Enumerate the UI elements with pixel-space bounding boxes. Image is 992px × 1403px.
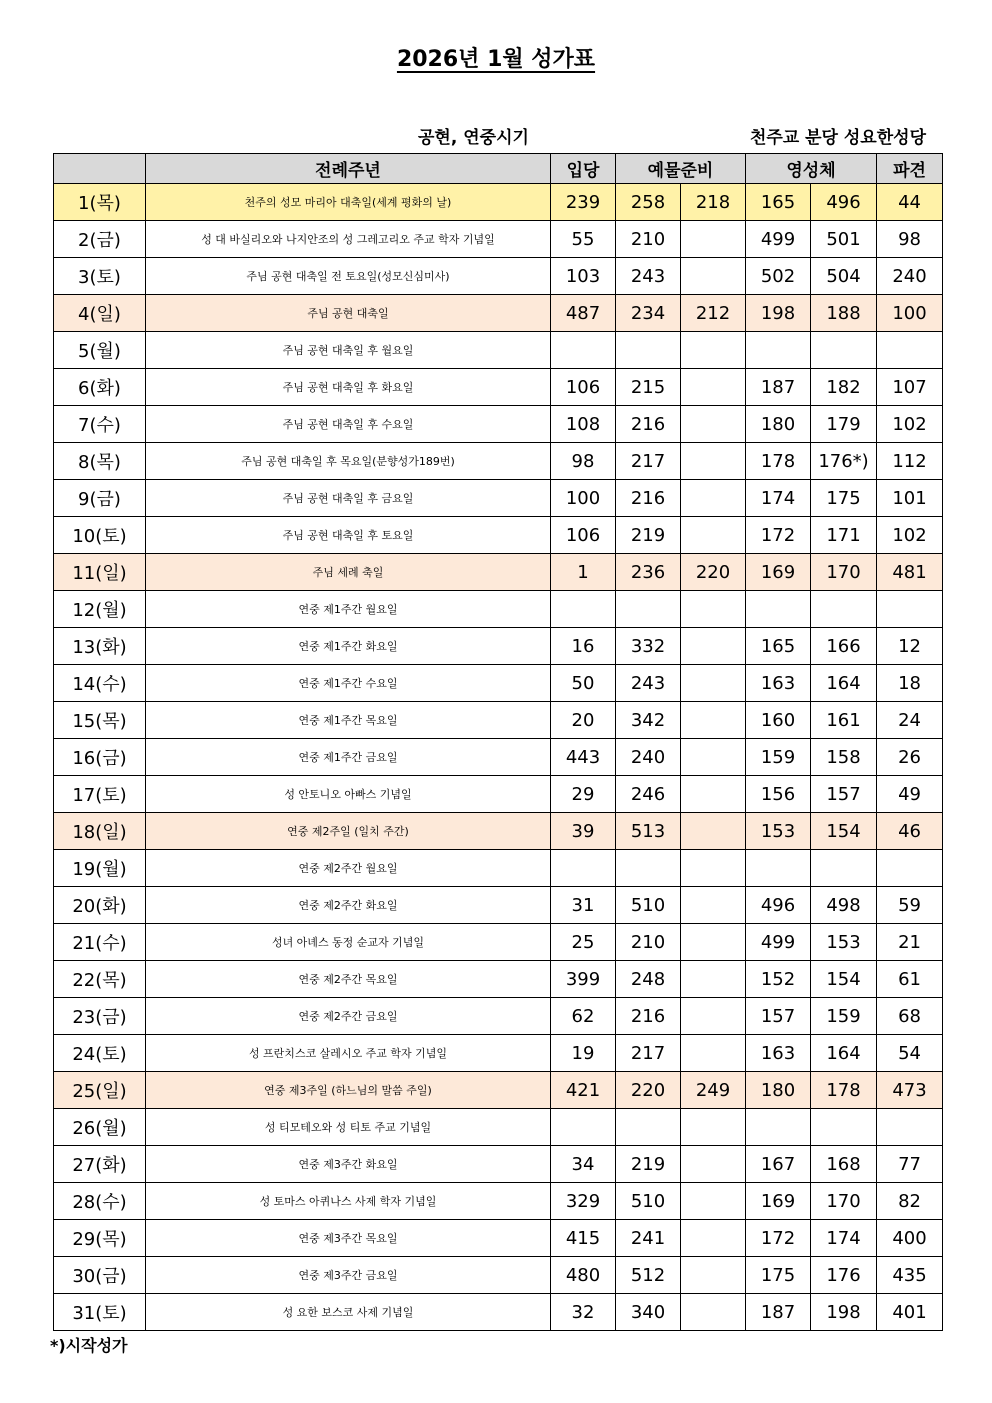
table-row (54, 480, 943, 517)
offertory-hymn-2-cell (681, 776, 746, 813)
communion-hymn-2-cell (811, 332, 877, 369)
communion-hymn-1-cell: 187 (746, 1294, 811, 1331)
offertory-hymn-1-cell: 220 (616, 1072, 681, 1109)
communion-hymn-2-cell: 159 (811, 998, 877, 1035)
communion-hymn-1-cell (746, 591, 811, 628)
communion-hymn-1-cell (746, 332, 811, 369)
feast-cell: 연중 제3주간 금요일 (146, 1257, 551, 1294)
date-cell: 25(일) (54, 1072, 146, 1109)
dismissal-hymn-cell: 12 (877, 628, 943, 665)
communion-hymn-1-cell: 174 (746, 480, 811, 517)
communion-hymn-2-cell: 164 (811, 665, 877, 702)
feast-cell: 주님 공현 대축일 후 수요일 (146, 406, 551, 443)
table-row (54, 739, 943, 776)
dismissal-hymn-cell (877, 591, 943, 628)
date-cell: 29(목) (54, 1220, 146, 1257)
dismissal-hymn-cell: 61 (877, 961, 943, 998)
communion-hymn-1-cell: 152 (746, 961, 811, 998)
entrance-hymn-cell: 29 (551, 776, 616, 813)
dismissal-hymn-cell (877, 1109, 943, 1146)
table-row (54, 1220, 943, 1257)
date-cell: 31(토) (54, 1294, 146, 1331)
date-cell: 24(토) (54, 1035, 146, 1072)
entrance-hymn-cell: 487 (551, 295, 616, 332)
table-row (54, 1294, 943, 1331)
table-row (54, 702, 943, 739)
date-cell: 13(화) (54, 628, 146, 665)
date-cell: 21(수) (54, 924, 146, 961)
date-cell: 9(금) (54, 480, 146, 517)
date-cell: 6(화) (54, 369, 146, 406)
offertory-hymn-2-cell (681, 739, 746, 776)
communion-hymn-1-cell: 156 (746, 776, 811, 813)
table-row (54, 887, 943, 924)
date-cell: 17(토) (54, 776, 146, 813)
feast-cell: 연중 제2주간 목요일 (146, 961, 551, 998)
feast-cell: 주님 공현 대축일 전 토요일(성모신심미사) (146, 258, 551, 295)
feast-cell: 성 프란치스코 살레시오 주교 학자 기념일 (146, 1035, 551, 1072)
offertory-hymn-1-cell: 219 (616, 1146, 681, 1183)
communion-hymn-2-cell: 170 (811, 554, 877, 591)
offertory-hymn-1-cell: 258 (616, 184, 681, 221)
offertory-hymn-2-cell (681, 1220, 746, 1257)
communion-hymn-1-cell: 198 (746, 295, 811, 332)
header-offertory: 예물준비 (616, 154, 746, 184)
dismissal-hymn-cell: 400 (877, 1220, 943, 1257)
dismissal-hymn-cell: 102 (877, 517, 943, 554)
date-cell: 20(화) (54, 887, 146, 924)
offertory-hymn-1-cell: 340 (616, 1294, 681, 1331)
communion-hymn-1-cell: 165 (746, 184, 811, 221)
date-cell: 14(수) (54, 665, 146, 702)
feast-cell: 연중 제3주일 (하느님의 말씀 주일) (146, 1072, 551, 1109)
offertory-hymn-2-cell (681, 443, 746, 480)
offertory-hymn-1-cell: 217 (616, 1035, 681, 1072)
communion-hymn-2-cell: 504 (811, 258, 877, 295)
communion-hymn-2-cell (811, 1109, 877, 1146)
date-cell: 7(수) (54, 406, 146, 443)
dismissal-hymn-cell: 18 (877, 665, 943, 702)
offertory-hymn-1-cell: 241 (616, 1220, 681, 1257)
dismissal-hymn-cell: 26 (877, 739, 943, 776)
communion-hymn-2-cell (811, 850, 877, 887)
entrance-hymn-cell: 103 (551, 258, 616, 295)
date-cell: 12(월) (54, 591, 146, 628)
date-cell: 23(금) (54, 998, 146, 1035)
header-dismissal: 파견 (877, 154, 943, 184)
feast-cell: 주님 공현 대축일 후 금요일 (146, 480, 551, 517)
communion-hymn-2-cell: 158 (811, 739, 877, 776)
offertory-hymn-1-cell (616, 850, 681, 887)
entrance-hymn-cell: 39 (551, 813, 616, 850)
date-cell: 30(금) (54, 1257, 146, 1294)
date-cell: 26(월) (54, 1109, 146, 1146)
table-row (54, 1109, 943, 1146)
offertory-hymn-2-cell (681, 1146, 746, 1183)
communion-hymn-2-cell: 171 (811, 517, 877, 554)
offertory-hymn-2-cell (681, 887, 746, 924)
offertory-hymn-1-cell: 210 (616, 221, 681, 258)
table-row (54, 813, 943, 850)
dismissal-hymn-cell: 82 (877, 1183, 943, 1220)
communion-hymn-1-cell: 175 (746, 1257, 811, 1294)
table-row (54, 628, 943, 665)
communion-hymn-1-cell: 180 (746, 406, 811, 443)
feast-cell: 성 토마스 아퀴나스 사제 학자 기념일 (146, 1183, 551, 1220)
hymn-schedule-table (53, 153, 943, 1331)
communion-hymn-1-cell: 172 (746, 1220, 811, 1257)
date-cell: 10(토) (54, 517, 146, 554)
dismissal-hymn-cell: 44 (877, 184, 943, 221)
offertory-hymn-2-cell (681, 221, 746, 258)
table-row (54, 1183, 943, 1220)
dismissal-hymn-cell: 401 (877, 1294, 943, 1331)
communion-hymn-1-cell: 163 (746, 665, 811, 702)
offertory-hymn-2-cell (681, 258, 746, 295)
communion-hymn-2-cell: 175 (811, 480, 877, 517)
entrance-hymn-cell: 329 (551, 1183, 616, 1220)
offertory-hymn-1-cell: 216 (616, 480, 681, 517)
communion-hymn-1-cell: 499 (746, 221, 811, 258)
communion-hymn-1-cell: 499 (746, 924, 811, 961)
offertory-hymn-2-cell (681, 998, 746, 1035)
dismissal-hymn-cell (877, 850, 943, 887)
communion-hymn-1-cell: 165 (746, 628, 811, 665)
entrance-hymn-cell: 62 (551, 998, 616, 1035)
table-row (54, 961, 943, 998)
entrance-hymn-cell: 100 (551, 480, 616, 517)
dismissal-hymn-cell: 21 (877, 924, 943, 961)
dismissal-hymn-cell: 102 (877, 406, 943, 443)
title-text: 2026년 1월 성가표 (396, 47, 596, 72)
table-row (54, 591, 943, 628)
feast-cell: 주님 공현 대축일 후 화요일 (146, 369, 551, 406)
entrance-hymn-cell: 25 (551, 924, 616, 961)
date-cell: 27(화) (54, 1146, 146, 1183)
communion-hymn-1-cell: 167 (746, 1146, 811, 1183)
entrance-hymn-cell: 239 (551, 184, 616, 221)
communion-hymn-1-cell: 160 (746, 702, 811, 739)
page-title (0, 42, 992, 73)
offertory-hymn-2-cell: 218 (681, 184, 746, 221)
communion-hymn-2-cell (811, 591, 877, 628)
dismissal-hymn-cell: 54 (877, 1035, 943, 1072)
feast-cell: 연중 제1주간 월요일 (146, 591, 551, 628)
feast-cell: 주님 공현 대축일 후 목요일(분향성가189번) (146, 443, 551, 480)
feast-cell: 성 대 바실리오와 나지안조의 성 그레고리오 주교 학자 기념일 (146, 221, 551, 258)
entrance-hymn-cell: 106 (551, 517, 616, 554)
feast-cell: 연중 제2주간 화요일 (146, 887, 551, 924)
entrance-hymn-cell: 98 (551, 443, 616, 480)
communion-hymn-2-cell: 176 (811, 1257, 877, 1294)
table-row (54, 665, 943, 702)
communion-hymn-2-cell: 164 (811, 1035, 877, 1072)
entrance-hymn-cell (551, 332, 616, 369)
entrance-hymn-cell: 415 (551, 1220, 616, 1257)
communion-hymn-1-cell (746, 1109, 811, 1146)
date-cell: 19(월) (54, 850, 146, 887)
table-row (54, 1035, 943, 1072)
table-row (54, 1257, 943, 1294)
date-cell: 18(일) (54, 813, 146, 850)
table-row (54, 258, 943, 295)
date-cell: 15(목) (54, 702, 146, 739)
entrance-hymn-cell (551, 591, 616, 628)
feast-cell: 천주의 성모 마리아 대축일(세계 평화의 날) (146, 184, 551, 221)
communion-hymn-1-cell: 163 (746, 1035, 811, 1072)
dismissal-hymn-cell: 100 (877, 295, 943, 332)
dismissal-hymn-cell: 24 (877, 702, 943, 739)
entrance-hymn-cell: 1 (551, 554, 616, 591)
table-row (54, 554, 943, 591)
table-body (54, 184, 943, 1331)
dismissal-hymn-cell (877, 332, 943, 369)
entrance-hymn-cell (551, 1109, 616, 1146)
date-cell: 28(수) (54, 1183, 146, 1220)
date-cell: 8(목) (54, 443, 146, 480)
feast-cell: 연중 제3주간 목요일 (146, 1220, 551, 1257)
offertory-hymn-2-cell (681, 1109, 746, 1146)
offertory-hymn-2-cell (681, 665, 746, 702)
table-row (54, 850, 943, 887)
entrance-hymn-cell: 108 (551, 406, 616, 443)
date-cell: 16(금) (54, 739, 146, 776)
communion-hymn-1-cell: 169 (746, 554, 811, 591)
offertory-hymn-1-cell: 234 (616, 295, 681, 332)
date-cell: 2(금) (54, 221, 146, 258)
entrance-hymn-cell: 20 (551, 702, 616, 739)
offertory-hymn-2-cell (681, 1257, 746, 1294)
communion-hymn-2-cell: 166 (811, 628, 877, 665)
entrance-hymn-cell: 32 (551, 1294, 616, 1331)
table-row (54, 517, 943, 554)
offertory-hymn-2-cell: 220 (681, 554, 746, 591)
communion-hymn-1-cell (746, 850, 811, 887)
communion-hymn-1-cell: 153 (746, 813, 811, 850)
feast-cell: 연중 제2주일 (일치 주간) (146, 813, 551, 850)
dismissal-hymn-cell: 107 (877, 369, 943, 406)
communion-hymn-2-cell: 176*) (811, 443, 877, 480)
offertory-hymn-2-cell (681, 332, 746, 369)
communion-hymn-2-cell: 170 (811, 1183, 877, 1220)
dismissal-hymn-cell: 473 (877, 1072, 943, 1109)
feast-cell: 성 요한 보스코 사제 기념일 (146, 1294, 551, 1331)
offertory-hymn-1-cell: 512 (616, 1257, 681, 1294)
feast-cell: 주님 공현 대축일 후 토요일 (146, 517, 551, 554)
communion-hymn-2-cell: 168 (811, 1146, 877, 1183)
offertory-hymn-1-cell: 342 (616, 702, 681, 739)
feast-cell: 연중 제1주간 수요일 (146, 665, 551, 702)
dismissal-hymn-cell: 101 (877, 480, 943, 517)
dismissal-hymn-cell: 112 (877, 443, 943, 480)
feast-cell: 연중 제1주간 화요일 (146, 628, 551, 665)
offertory-hymn-1-cell (616, 332, 681, 369)
offertory-hymn-2-cell (681, 1183, 746, 1220)
offertory-hymn-1-cell: 513 (616, 813, 681, 850)
communion-hymn-2-cell: 154 (811, 961, 877, 998)
date-cell: 1(목) (54, 184, 146, 221)
feast-cell: 주님 세례 축일 (146, 554, 551, 591)
offertory-hymn-2-cell (681, 369, 746, 406)
dismissal-hymn-cell: 59 (877, 887, 943, 924)
entrance-hymn-cell (551, 850, 616, 887)
offertory-hymn-2-cell (681, 628, 746, 665)
footnote: *)시작성가 (50, 1336, 128, 1355)
communion-hymn-2-cell: 188 (811, 295, 877, 332)
offertory-hymn-1-cell: 510 (616, 887, 681, 924)
communion-hymn-2-cell: 198 (811, 1294, 877, 1331)
communion-hymn-2-cell: 182 (811, 369, 877, 406)
dismissal-hymn-cell: 98 (877, 221, 943, 258)
offertory-hymn-1-cell: 246 (616, 776, 681, 813)
offertory-hymn-2-cell (681, 517, 746, 554)
dismissal-hymn-cell: 481 (877, 554, 943, 591)
entrance-hymn-cell: 55 (551, 221, 616, 258)
offertory-hymn-1-cell: 215 (616, 369, 681, 406)
offertory-hymn-1-cell: 216 (616, 406, 681, 443)
feast-cell: 성녀 아녜스 동정 순교자 기념일 (146, 924, 551, 961)
date-cell: 11(일) (54, 554, 146, 591)
dismissal-hymn-cell: 68 (877, 998, 943, 1035)
offertory-hymn-2-cell (681, 480, 746, 517)
feast-cell: 연중 제3주간 화요일 (146, 1146, 551, 1183)
feast-cell: 주님 공현 대축일 후 월요일 (146, 332, 551, 369)
communion-hymn-1-cell: 496 (746, 887, 811, 924)
table-row (54, 776, 943, 813)
communion-hymn-1-cell: 187 (746, 369, 811, 406)
feast-cell: 연중 제1주간 금요일 (146, 739, 551, 776)
offertory-hymn-2-cell (681, 406, 746, 443)
feast-cell: 연중 제2주간 금요일 (146, 998, 551, 1035)
table-row (54, 1072, 943, 1109)
communion-hymn-2-cell: 153 (811, 924, 877, 961)
date-cell: 5(월) (54, 332, 146, 369)
communion-hymn-2-cell: 178 (811, 1072, 877, 1109)
entrance-hymn-cell: 421 (551, 1072, 616, 1109)
feast-cell: 성 티모테오와 성 티토 주교 기념일 (146, 1109, 551, 1146)
table-row (54, 443, 943, 480)
communion-hymn-2-cell: 496 (811, 184, 877, 221)
date-cell: 4(일) (54, 295, 146, 332)
offertory-hymn-2-cell: 249 (681, 1072, 746, 1109)
header-date (54, 154, 146, 184)
dismissal-hymn-cell: 46 (877, 813, 943, 850)
offertory-hymn-1-cell (616, 1109, 681, 1146)
communion-hymn-2-cell: 157 (811, 776, 877, 813)
offertory-hymn-1-cell: 243 (616, 258, 681, 295)
parish-name: 천주교 분당 성요한성당 (749, 128, 926, 148)
date-cell: 22(목) (54, 961, 146, 998)
communion-hymn-2-cell: 161 (811, 702, 877, 739)
table-row (54, 295, 943, 332)
offertory-hymn-2-cell (681, 1294, 746, 1331)
header-communion: 영성체 (746, 154, 877, 184)
communion-hymn-2-cell: 179 (811, 406, 877, 443)
entrance-hymn-cell: 34 (551, 1146, 616, 1183)
offertory-hymn-2-cell (681, 961, 746, 998)
table-row (54, 221, 943, 258)
offertory-hymn-1-cell (616, 591, 681, 628)
communion-hymn-2-cell: 501 (811, 221, 877, 258)
offertory-hymn-1-cell: 510 (616, 1183, 681, 1220)
entrance-hymn-cell: 443 (551, 739, 616, 776)
communion-hymn-2-cell: 498 (811, 887, 877, 924)
offertory-hymn-1-cell: 236 (616, 554, 681, 591)
offertory-hymn-1-cell: 332 (616, 628, 681, 665)
table-row (54, 406, 943, 443)
communion-hymn-1-cell: 159 (746, 739, 811, 776)
entrance-hymn-cell: 399 (551, 961, 616, 998)
offertory-hymn-2-cell (681, 924, 746, 961)
offertory-hymn-2-cell (681, 1035, 746, 1072)
table-row (54, 184, 943, 221)
communion-hymn-1-cell: 178 (746, 443, 811, 480)
communion-hymn-1-cell: 157 (746, 998, 811, 1035)
entrance-hymn-cell: 19 (551, 1035, 616, 1072)
offertory-hymn-2-cell (681, 702, 746, 739)
offertory-hymn-1-cell: 248 (616, 961, 681, 998)
dismissal-hymn-cell: 435 (877, 1257, 943, 1294)
offertory-hymn-1-cell: 216 (616, 998, 681, 1035)
table-row (54, 998, 943, 1035)
entrance-hymn-cell: 16 (551, 628, 616, 665)
offertory-hymn-2-cell (681, 591, 746, 628)
offertory-hymn-1-cell: 217 (616, 443, 681, 480)
offertory-hymn-2-cell (681, 850, 746, 887)
offertory-hymn-2-cell (681, 813, 746, 850)
feast-cell: 성 안토니오 아빠스 기념일 (146, 776, 551, 813)
communion-hymn-1-cell: 180 (746, 1072, 811, 1109)
table-row (54, 1146, 943, 1183)
dismissal-hymn-cell: 77 (877, 1146, 943, 1183)
liturgical-season: 공현, 연중시기 (418, 128, 529, 148)
communion-hymn-1-cell: 172 (746, 517, 811, 554)
communion-hymn-1-cell: 502 (746, 258, 811, 295)
entrance-hymn-cell: 31 (551, 887, 616, 924)
table-row (54, 369, 943, 406)
entrance-hymn-cell: 106 (551, 369, 616, 406)
header-entrance: 입당 (551, 154, 616, 184)
dismissal-hymn-cell: 240 (877, 258, 943, 295)
table-row (54, 924, 943, 961)
header-feast: 전례주년 (146, 154, 551, 184)
entrance-hymn-cell: 50 (551, 665, 616, 702)
communion-hymn-1-cell: 169 (746, 1183, 811, 1220)
offertory-hymn-1-cell: 243 (616, 665, 681, 702)
feast-cell: 주님 공현 대축일 (146, 295, 551, 332)
communion-hymn-2-cell: 154 (811, 813, 877, 850)
feast-cell: 연중 제2주간 월요일 (146, 850, 551, 887)
feast-cell: 연중 제1주간 목요일 (146, 702, 551, 739)
offertory-hymn-2-cell: 212 (681, 295, 746, 332)
table-row (54, 332, 943, 369)
dismissal-hymn-cell: 49 (877, 776, 943, 813)
communion-hymn-2-cell: 174 (811, 1220, 877, 1257)
offertory-hymn-1-cell: 210 (616, 924, 681, 961)
offertory-hymn-1-cell: 219 (616, 517, 681, 554)
table-header-row (54, 154, 943, 184)
entrance-hymn-cell: 480 (551, 1257, 616, 1294)
offertory-hymn-1-cell: 240 (616, 739, 681, 776)
date-cell: 3(토) (54, 258, 146, 295)
